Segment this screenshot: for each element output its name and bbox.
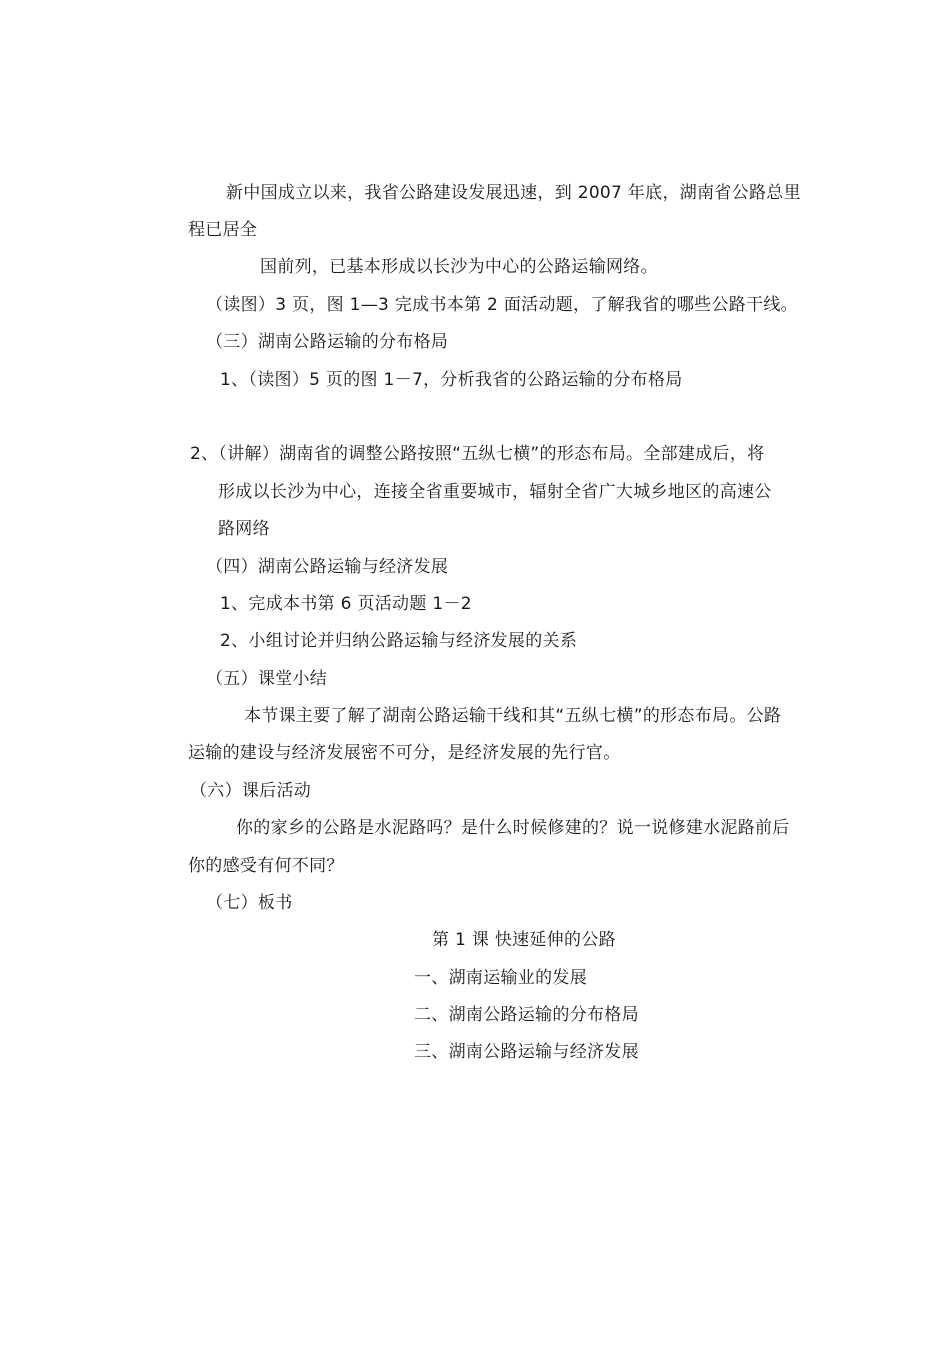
section-heading: （七）板书: [206, 893, 293, 913]
paragraph-line: 新中国成立以来，我省公路建设发展迅速，到 2007 年底，湖南省公路总里: [226, 183, 801, 203]
paragraph-line: 你的感受有何不同？: [188, 856, 344, 876]
paragraph-line: 国前列，已基本形成以长沙为中心的公路运输网络。: [260, 257, 658, 277]
section-heading: （三）湖南公路运输的分布格局: [206, 332, 449, 352]
list-item: 2、小组讨论并归纳公路运输与经济发展的关系: [220, 631, 578, 651]
paragraph-line: 运输的建设与经济发展密不可分，是经济发展的先行官。: [188, 743, 621, 763]
paragraph-line: 你的家乡的公路是水泥路吗？是什么时候修建的？说一说修建水泥路前后: [236, 818, 790, 838]
board-item: 三、湖南公路运输与经济发展: [414, 1042, 639, 1062]
list-item: 1、完成本书第 6 页活动题 1－2: [220, 594, 472, 614]
paragraph-line: 本节课主要了解了湖南公路运输干线和其“五纵七横”的形态布局。公路: [244, 706, 782, 726]
section-heading: （六）课后活动: [190, 781, 312, 801]
paragraph-line: （读图）3 页，图 1—3 完成书本第 2 面活动题，了解我省的哪些公路干线。: [206, 295, 798, 315]
list-item: 1、（读图）5 页的图 1－7，分析我省的公路运输的分布格局: [220, 370, 683, 390]
paragraph-line: 程已居全: [188, 220, 258, 240]
board-title: 第 1 课 快速延伸的公路: [432, 930, 616, 950]
section-heading: （四）湖南公路运输与经济发展: [206, 557, 449, 577]
paragraph-line: 路网络: [218, 519, 270, 539]
board-item: 一、湖南运输业的发展: [414, 968, 587, 988]
list-item: 2、（讲解）湖南省的调整公路按照“五纵七横”的形态布局。全部建成后，将: [190, 444, 765, 464]
board-item: 二、湖南公路运输的分布格局: [414, 1005, 639, 1025]
paragraph-line: 形成以长沙为中心，连接全省重要城市，辐射全省广大城乡地区的高速公: [218, 482, 772, 502]
section-heading: （五）课堂小结: [206, 669, 328, 689]
